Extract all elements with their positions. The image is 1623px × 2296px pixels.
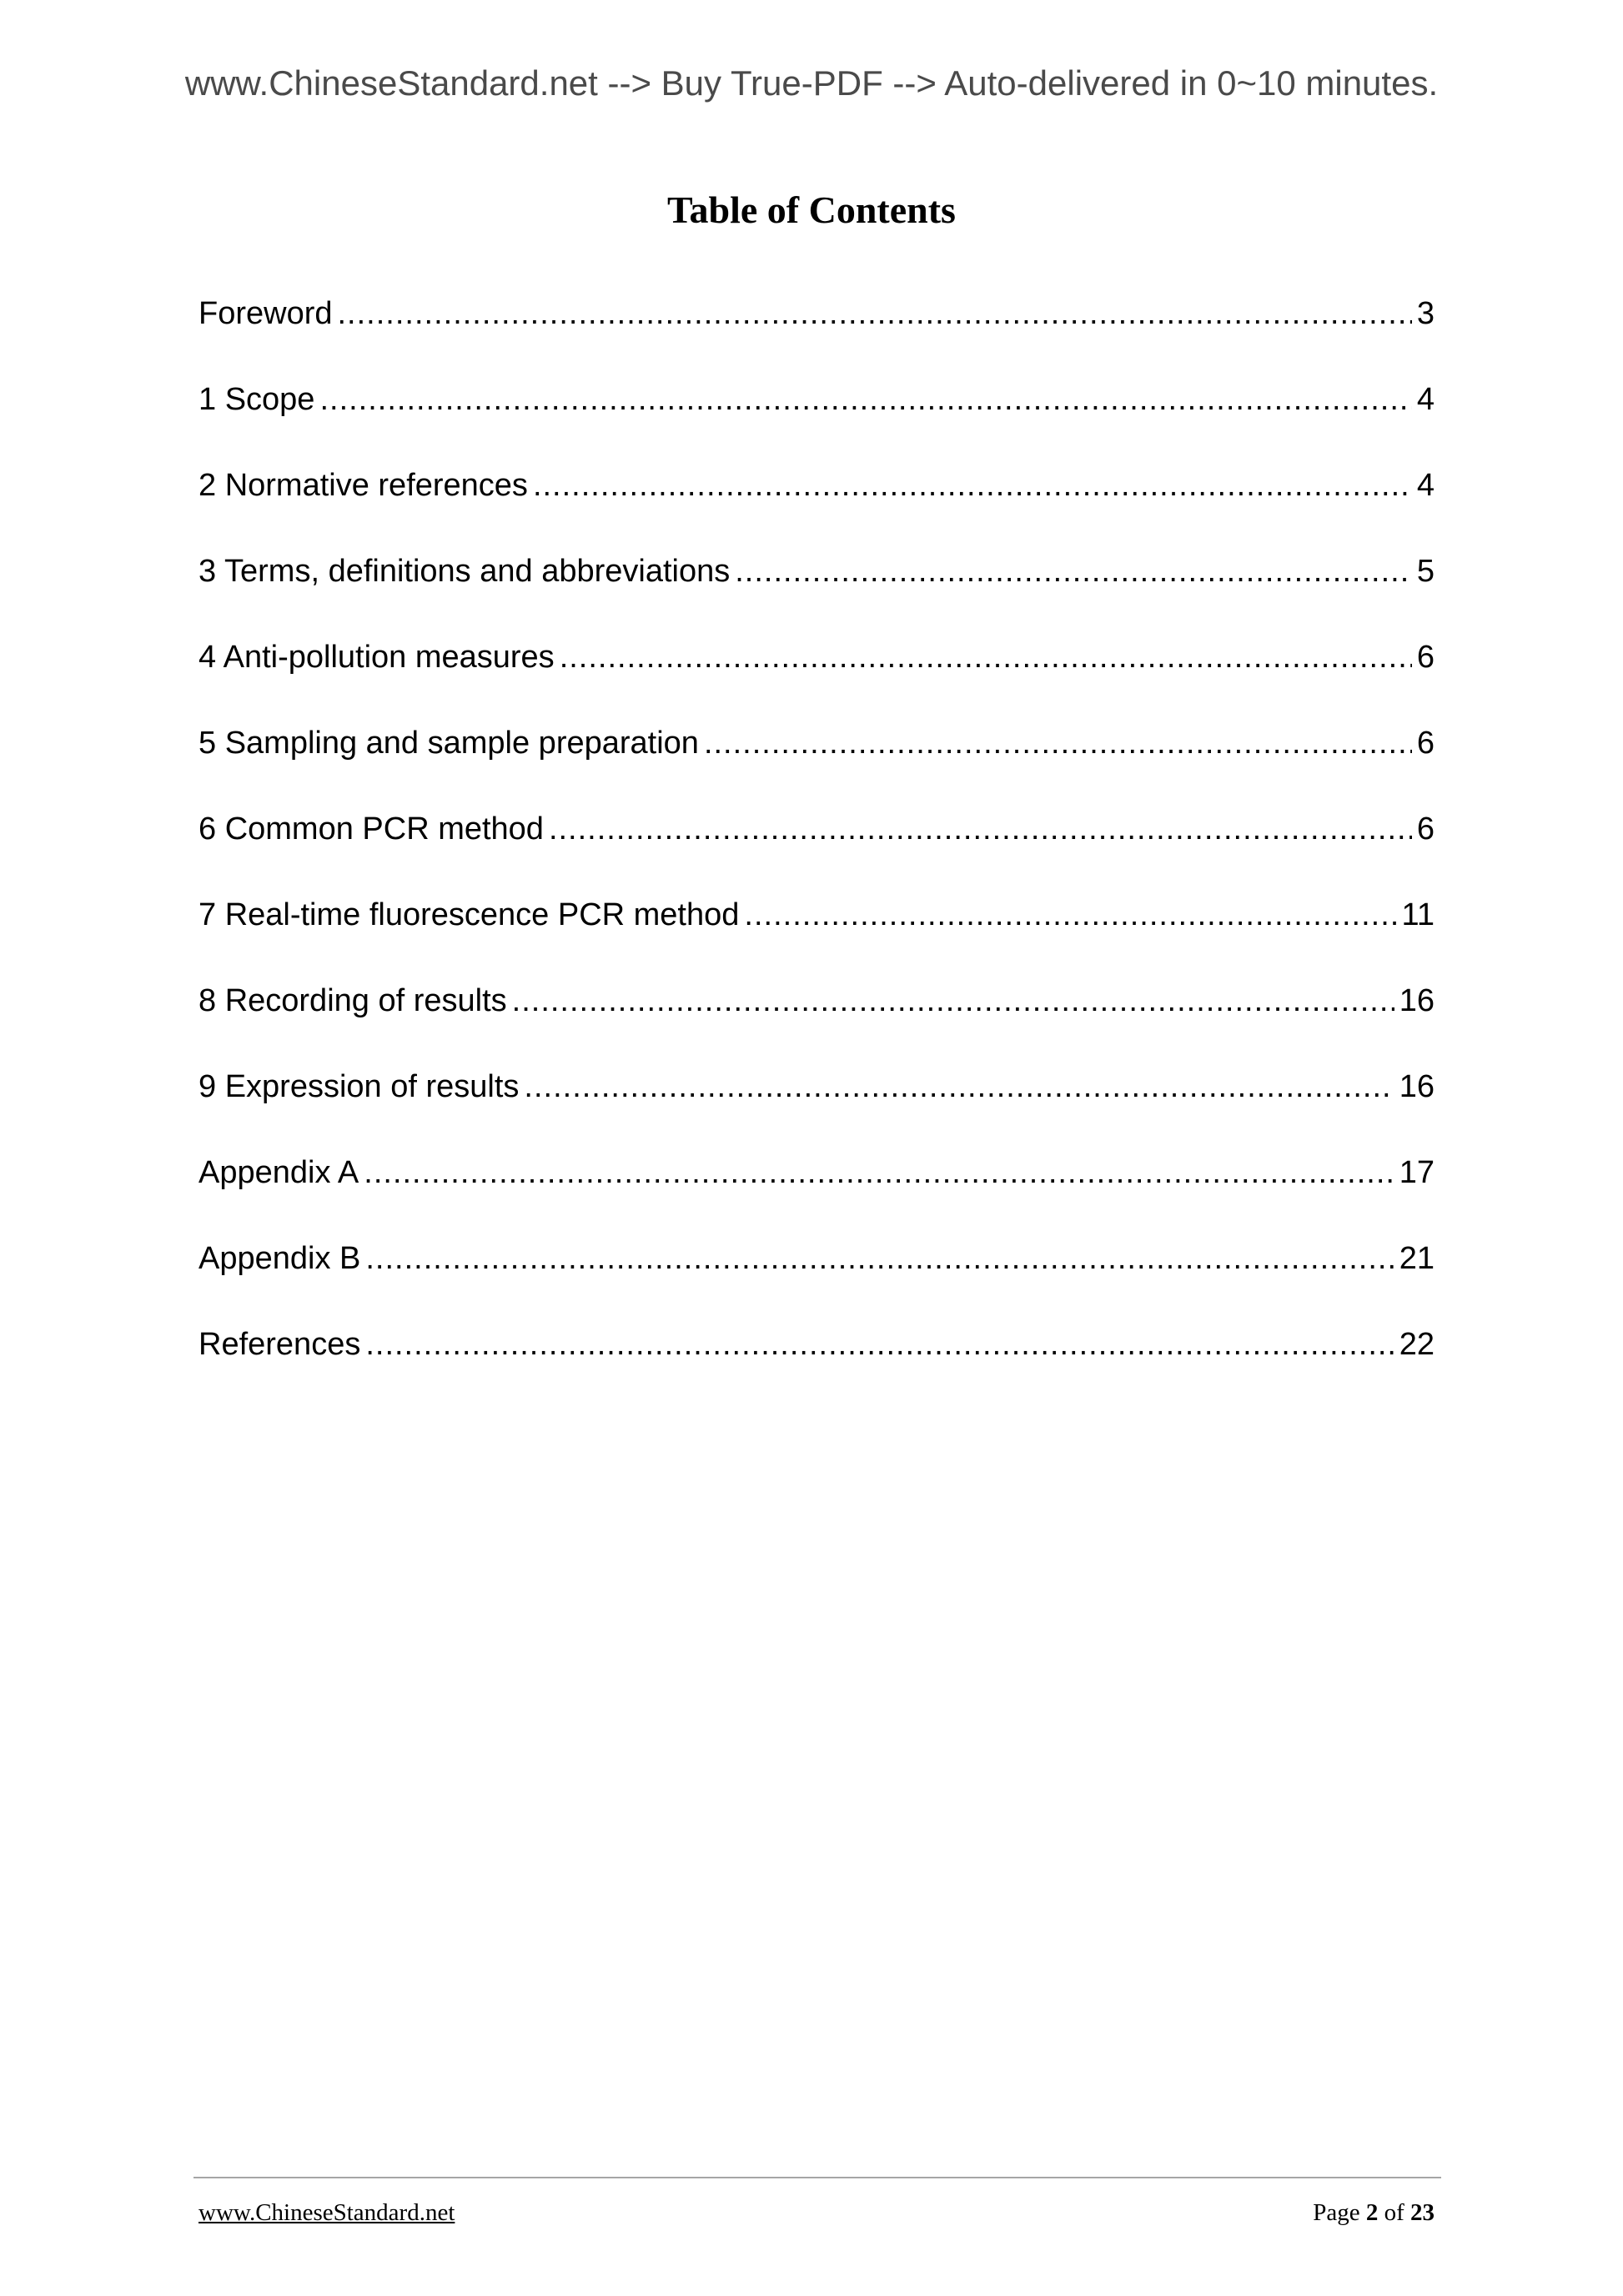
toc-dot-leader [524,1069,1394,1105]
toc-entry-page: 3 [1416,296,1435,331]
top-banner[interactable]: www.ChineseStandard.net --> Buy True-PDF --> Auto-delivered in 0~10 minutes. [184,63,1439,103]
toc-entry-label: 6 Common PCR method [198,811,544,847]
toc-entry-appendix-a[interactable] [198,1155,1435,1241]
toc-title: Table of Contents [667,188,956,231]
toc-entry-anti-pollution[interactable] [198,640,1435,726]
toc-entry-page: 6 [1416,640,1435,675]
toc-entry-label: Appendix A [198,1155,359,1190]
toc-entry-page: 17 [1399,1155,1435,1190]
toc-entry-page: 4 [1416,382,1435,417]
page-of: of [1384,2199,1404,2226]
toc-entry-page: 22 [1399,1327,1435,1362]
toc-entry-page: 5 [1416,554,1435,589]
toc-entry-real-time-pcr[interactable] [198,897,1435,983]
toc-entry-page: 6 [1416,811,1435,847]
toc-entry-common-pcr[interactable] [198,811,1435,897]
page-prefix: Page [1313,2199,1360,2226]
toc-entry-page: 16 [1399,1069,1435,1104]
toc-dot-leader [704,726,1412,761]
toc-dot-leader [744,897,1396,933]
toc-entry-page: 21 [1399,1241,1435,1276]
toc-entry-recording-results[interactable] [198,983,1435,1069]
toc-entry-page: 16 [1399,983,1435,1018]
toc-entry-scope[interactable] [198,382,1435,468]
toc-dot-leader [319,382,1411,418]
toc-entry-page: 4 [1416,468,1435,503]
toc-entry-label: References [198,1327,361,1362]
toc-entry-label: 2 Normative references [198,468,528,503]
toc-entry-terms-definitions[interactable] [198,554,1435,640]
toc-entry-label: 7 Real-time fluorescence PCR method [198,897,740,932]
toc-dot-leader [364,1155,1394,1191]
toc-dot-leader [338,296,1412,332]
toc-entry-label: 1 Scope [198,382,315,417]
footer-divider [193,2177,1441,2178]
toc-entry-label: Foreword [198,296,333,331]
toc-dot-leader [365,1327,1394,1363]
toc-entry-label: Appendix B [198,1241,361,1276]
toc-entry-sampling[interactable] [198,726,1435,811]
toc-entry-expression-results[interactable] [198,1069,1435,1155]
toc-entry-label: 4 Anti-pollution measures [198,640,555,675]
toc-entry-page: 6 [1416,726,1435,761]
footer-site-link[interactable]: www.ChineseStandard.net [198,2199,455,2226]
toc-dot-leader [560,640,1412,676]
toc-entry-page: 11 [1401,897,1435,932]
toc-list [198,296,1435,1413]
toc-entry-appendix-b[interactable] [198,1241,1435,1327]
footer-page-number [1313,2199,1435,2227]
toc-entry-label: 9 Expression of results [198,1069,520,1104]
toc-dot-leader [533,468,1412,504]
toc-dot-leader [365,1241,1394,1277]
toc-entry-label: 8 Recording of results [198,983,507,1018]
toc-dot-leader [735,554,1412,590]
toc-dot-leader [549,811,1412,847]
toc-entry-foreword[interactable] [198,296,1435,382]
toc-dot-leader [512,983,1394,1019]
toc-entry-normative-references[interactable] [198,468,1435,554]
page-current: 2 [1365,2199,1379,2226]
toc-entry-references[interactable] [198,1327,1435,1413]
page-total: 23 [1410,2199,1435,2226]
toc-entry-label: 5 Sampling and sample preparation [198,726,699,761]
toc-entry-label: 3 Terms, definitions and abbreviations [198,554,731,589]
